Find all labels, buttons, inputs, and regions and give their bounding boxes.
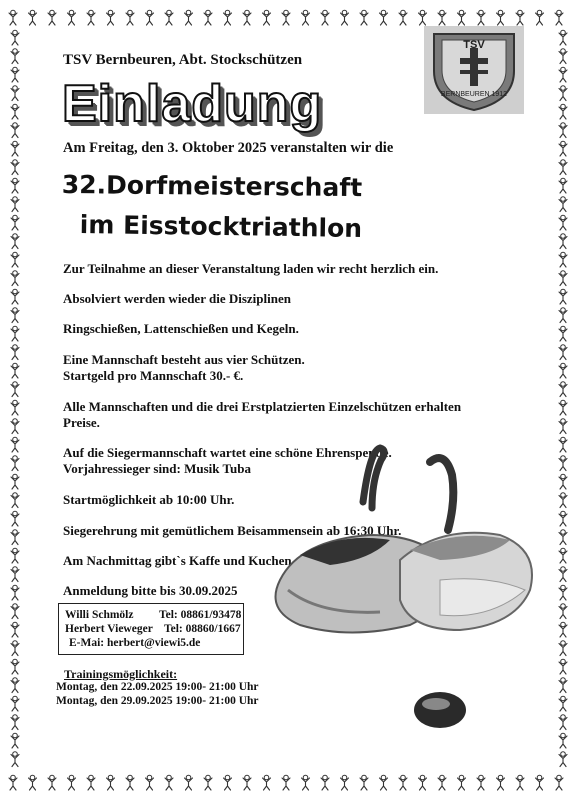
cheering-figure-icon — [559, 234, 567, 249]
paragraph-discipline-list: Ringschießen, Lattenschießen und Kegeln. — [63, 321, 299, 336]
cheering-figure-icon — [11, 530, 19, 545]
cheering-figure-icon — [559, 400, 567, 415]
cheering-figure-icon — [419, 775, 427, 790]
cheering-figure-icon — [536, 10, 544, 25]
cheering-figure-icon — [263, 10, 271, 25]
cheering-figure-icon — [11, 474, 19, 489]
contact-tel-1: Tel: 08861/93478 — [159, 609, 242, 621]
cheering-figure-icon — [29, 775, 37, 790]
cheering-figure-icon — [559, 641, 567, 656]
training-date-1: Montag, den 22.09.2025 19:00- 21:00 Uhr — [56, 681, 259, 693]
curling-stones-icon — [260, 440, 560, 740]
cheering-figure-icon — [11, 641, 19, 656]
cheering-figure-icon — [11, 326, 19, 341]
cheering-figure-icon — [559, 197, 567, 212]
cheering-figure-icon — [9, 10, 17, 25]
cheering-figure-icon — [11, 123, 19, 138]
cheering-figure-icon — [559, 696, 567, 711]
paragraph-ceremony: Siegerehrung mit gemütlichem Beisammensein ab 16:30 Uhr. — [63, 523, 402, 538]
cheering-figure-icon — [458, 775, 466, 790]
cheering-figure-icon — [559, 585, 567, 600]
cheering-figure-icon — [146, 10, 154, 25]
cheering-figure-icon — [477, 775, 485, 790]
cheering-figure-icon — [559, 622, 567, 637]
paragraph-coffee: Am Nachmittag gibt`s Kaffe und Kuchen — [63, 553, 292, 568]
cheering-figure-icon — [380, 775, 388, 790]
paragraph-last-winner: Vorjahressieger sind: Musik Tuba — [63, 461, 251, 476]
cheering-figure-icon — [11, 308, 19, 323]
contact-email: E-Mai: herbert@viewi5.de — [69, 637, 201, 649]
cheering-figure-icon — [321, 10, 329, 25]
cheering-figure-icon — [11, 271, 19, 286]
cheering-figure-icon — [516, 775, 524, 790]
cheering-figure-icon — [107, 775, 115, 790]
cheering-figure-icon — [11, 456, 19, 471]
cheering-figure-icon — [11, 382, 19, 397]
cheering-figure-icon — [107, 10, 115, 25]
cheering-figure-icon — [477, 10, 485, 25]
cheering-figure-icon — [11, 678, 19, 693]
cheering-figure-icon — [559, 104, 567, 119]
cheering-figure-icon — [11, 86, 19, 101]
event-title-line2: im Eisstocktriathlon — [79, 210, 363, 243]
cheering-figure-icon — [559, 308, 567, 323]
cheering-figure-icon — [204, 10, 212, 25]
cheering-figure-icon — [263, 775, 271, 790]
cheering-figure-icon — [458, 10, 466, 25]
paragraph-prizes: Alle Mannschaften und die drei Erstplatzierten Einzelschützen erhalten — [63, 399, 462, 414]
cheering-figure-icon — [11, 234, 19, 249]
cheering-figure-icon — [341, 10, 349, 25]
cheering-figure-icon — [559, 511, 567, 526]
cheering-figure-icon — [11, 49, 19, 64]
paragraph-start-time: Startmöglichkeit ab 10:00 Uhr. — [63, 492, 235, 507]
cheering-figure-icon — [11, 30, 19, 45]
cheering-figure-icon — [11, 289, 19, 304]
cheering-figure-icon — [555, 775, 563, 790]
cheering-figure-icon — [559, 604, 567, 619]
cheering-figure-icon — [11, 604, 19, 619]
cheering-figure-icon — [11, 178, 19, 193]
paragraph-team-size: Eine Mannschaft besteht aus vier Schützen. — [63, 352, 305, 367]
cheering-figure-icon — [11, 752, 19, 767]
club-name: TSV Bernbeuren, Abt. Stockschützen — [63, 52, 303, 68]
cheering-figure-icon — [559, 271, 567, 286]
contact-box — [58, 603, 244, 655]
cheering-figure-icon — [48, 10, 56, 25]
cheering-figure-icon — [146, 775, 154, 790]
cheering-figure-icon — [48, 775, 56, 790]
cheering-figure-icon — [11, 345, 19, 360]
cheering-figure-icon — [243, 775, 251, 790]
cheering-figure-icon — [360, 775, 368, 790]
cheering-figure-icon — [11, 67, 19, 82]
page-title: Einladung — [62, 75, 323, 133]
cheering-figure-icon — [11, 437, 19, 452]
cheering-figure-icon — [360, 10, 368, 25]
cheering-figure-icon — [559, 659, 567, 674]
cheering-figure-icon — [282, 10, 290, 25]
event-title-line1: 32.Dorfmeisterschaft — [61, 170, 363, 203]
paragraph-trophy: Auf die Siegermannschaft wartet eine schöne Ehrenspende. — [63, 445, 392, 460]
cheering-figure-icon — [559, 474, 567, 489]
paragraph-disciplines: Absolviert werden wieder die Disziplinen — [63, 291, 291, 306]
cheering-figure-icon — [559, 141, 567, 156]
cheering-figure-icon — [559, 326, 567, 341]
cheering-figure-icon — [516, 10, 524, 25]
cheering-figure-icon — [29, 10, 37, 25]
cheering-figure-icon — [243, 10, 251, 25]
cheering-figure-icon — [282, 775, 290, 790]
cheering-figure-icon — [302, 775, 310, 790]
cheering-figure-icon — [11, 252, 19, 267]
cheering-figure-icon — [11, 696, 19, 711]
cheering-figure-icon — [559, 548, 567, 563]
cheering-figure-icon — [559, 715, 567, 730]
cheering-figure-icon — [559, 86, 567, 101]
cheering-figure-icon — [559, 678, 567, 693]
cheering-figure-icon — [302, 10, 310, 25]
cheering-figure-icon — [559, 123, 567, 138]
cheering-figure-icon — [559, 67, 567, 82]
cheering-figure-icon — [11, 567, 19, 582]
cheering-figure-icon — [87, 10, 95, 25]
cheering-figure-icon — [224, 10, 232, 25]
logo-text-bottom: BERNBEUREN 1912 — [440, 91, 508, 98]
cheering-figure-icon — [11, 104, 19, 119]
cheering-figure-icon — [11, 585, 19, 600]
cheering-figure-icon — [559, 437, 567, 452]
cheering-figure-icon — [559, 345, 567, 360]
cheering-figure-icon — [11, 363, 19, 378]
cheering-figure-icon — [224, 775, 232, 790]
cheering-figure-icon — [559, 382, 567, 397]
cheering-figure-icon — [68, 10, 76, 25]
cheering-figure-icon — [341, 775, 349, 790]
cheering-figure-icon — [419, 10, 427, 25]
cheering-figure-icon — [559, 49, 567, 64]
cheering-figure-icon — [165, 775, 173, 790]
cheering-figure-icon — [497, 775, 505, 790]
cheering-figure-icon — [185, 775, 193, 790]
cheering-figure-icon — [11, 511, 19, 526]
cheering-figure-icon — [11, 160, 19, 175]
cheering-figure-icon — [11, 215, 19, 230]
cheering-figure-icon — [559, 567, 567, 582]
cheering-figure-icon — [559, 30, 567, 45]
cheering-figure-icon — [11, 548, 19, 563]
cheering-figure-icon — [559, 363, 567, 378]
cheering-figure-icon — [536, 775, 544, 790]
cheering-figure-icon — [559, 493, 567, 508]
cheering-figure-icon — [11, 733, 19, 748]
paragraph-entry-fee: Startgeld pro Mannschaft 30.- €. — [63, 368, 244, 383]
paragraph-prizes-cont: Preise. — [63, 415, 100, 430]
cheering-figure-icon — [399, 10, 407, 25]
cheering-figure-icon — [11, 715, 19, 730]
cheering-figure-icon — [559, 215, 567, 230]
cheering-figure-icon — [11, 400, 19, 415]
cheering-figure-icon — [126, 775, 134, 790]
cheering-figure-icon — [185, 10, 193, 25]
cheering-figure-icon — [438, 775, 446, 790]
cheering-figure-icon — [559, 733, 567, 748]
contact-name-1: Willi Schmölz — [65, 609, 134, 621]
cheering-figure-icon — [87, 775, 95, 790]
cheering-figure-icon — [399, 775, 407, 790]
cheering-figure-icon — [11, 141, 19, 156]
cheering-figure-icon — [559, 456, 567, 471]
cheering-figure-icon — [321, 775, 329, 790]
cheering-figure-icon — [559, 178, 567, 193]
cheering-figure-icon — [438, 10, 446, 25]
cheering-figure-icon — [11, 419, 19, 434]
contact-name-2: Herbert Vieweger — [65, 623, 153, 635]
training-heading: Trainingsmöglichkeit: — [64, 667, 178, 681]
cheering-figure-icon — [559, 530, 567, 545]
cheering-figure-icon — [559, 289, 567, 304]
cheering-figure-icon — [380, 10, 388, 25]
cheering-figure-icon — [559, 252, 567, 267]
cheering-figure-icon — [559, 160, 567, 175]
cheering-figure-icon — [11, 493, 19, 508]
cheering-figure-icon — [204, 775, 212, 790]
cheering-figure-icon — [165, 10, 173, 25]
cheering-figure-icon — [68, 775, 76, 790]
cheering-figure-icon — [11, 659, 19, 674]
intro-line: Am Freitag, den 3. Oktober 2025 veranstalten wir die — [63, 140, 394, 156]
training-date-2: Montag, den 29.09.2025 19:00- 21:00 Uhr — [56, 695, 259, 707]
cheering-figure-icon — [497, 10, 505, 25]
paragraph-registration: Anmeldung bitte bis 30.09.2025 — [63, 583, 238, 598]
cheering-figure-icon — [9, 775, 17, 790]
cheering-figure-icon — [11, 197, 19, 212]
paragraph-welcome: Zur Teilnahme an dieser Veranstaltung laden wir recht herzlich ein. — [63, 261, 439, 276]
cheering-figure-icon — [559, 752, 567, 767]
cheering-figure-icon — [11, 622, 19, 637]
logo-text-top: TSV — [463, 39, 485, 51]
cheering-figure-icon — [126, 10, 134, 25]
cheering-figure-icon — [559, 419, 567, 434]
contact-tel-2: Tel: 08860/1667 — [164, 623, 241, 635]
club-logo-icon — [424, 26, 524, 114]
cheering-figure-icon — [555, 10, 563, 25]
